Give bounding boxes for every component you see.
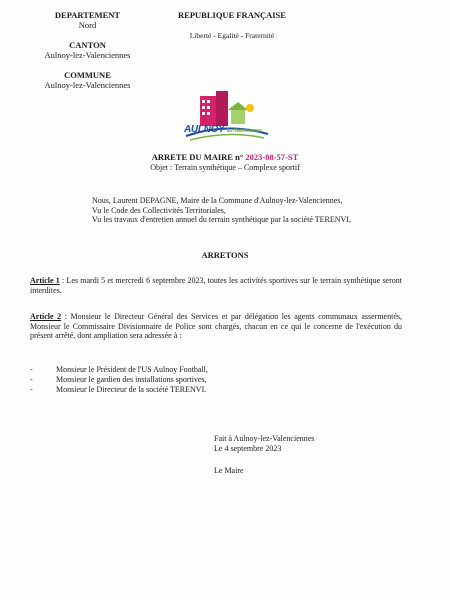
list-item: - Monsieur le gardien des installations sportives, [30,375,207,384]
recipients-list [30,365,402,395]
signature-place: Fait à Aulnoy-lez-Valenciennes [214,434,315,443]
logo-wordmark-suffix: lez-Valenciennes [226,128,263,134]
arrete-number: 2023-08-57-ST [245,152,299,162]
town-logo [178,88,274,146]
departement-value: Nord [78,20,97,30]
list-item: - Monsieur le Directeur de la société TERENVI. [30,385,207,394]
arrete-object: Objet : Terrain synthétique – Complexe sportif [150,163,300,172]
departement-label: DEPARTEMENT [54,10,121,20]
arretons-heading: ARRETONS [201,250,249,260]
republic-title: REPUBLIQUE FRANÇAISE [178,10,286,20]
canton-label: CANTON [69,40,106,50]
signature-block [214,434,314,476]
signature-date: Le 4 septembre 2023 [214,444,282,453]
article-1-label: Article 1 [30,276,60,285]
list-item: - Monsieur le Président de l'US Aulnoy Football, [30,365,208,374]
arrete-title-prefix: ARRETE DU MAIRE n° [151,152,244,162]
logo-wordmark-main: AULNOY [184,124,225,135]
article-1-text: : Les mardi 5 et mercredi 6 septembre 2023, toutes les activités sportives sur le terrain synthétique seront interdites. [30,276,402,295]
logo-house [231,110,245,124]
arrete-title [0,152,450,162]
commune-label: COMMUNE [64,70,111,80]
commune-value: Aulnoy-lez-Valenciennes [44,80,131,90]
logo-building-dark [216,91,228,126]
article-2-text: : Monsieur le Directeur Général des Services et par délégation les agents communaux assermentés, Monsieur le Commissaire Divisionnaire de Police sont chargés, chacun en ce qui le concerne de l'exécution du présent arrêté, dont ampliation sera adressée à : [30,312,402,340]
article-2-label: Article 2 [30,312,62,321]
preamble-line: Nous, Laurent DEPAGNE, Maire de la Commune d'Aulnoy-lez-Valenciennes, [92,196,343,205]
article-1 [30,276,402,295]
preamble [92,196,392,225]
article-2 [30,312,402,341]
canton-value: Aulnoy-lez-Valenciennes [44,50,131,60]
header-administrative-block [30,10,145,90]
signature-role: Le Maire [214,466,244,475]
preamble-line: Vu le Code des Collectivités Territoriales, [92,205,226,215]
logo-house-roof [228,102,248,110]
logo-wordmark [184,124,262,135]
header-republic-block [162,10,302,41]
preamble-line: Vu les travaux d'entretien annuel du terrain synthétique par la société TERENVI, [92,215,351,224]
republic-motto: Liberté - Egalité - Fraternité [189,31,275,40]
logo-sun [246,104,254,112]
